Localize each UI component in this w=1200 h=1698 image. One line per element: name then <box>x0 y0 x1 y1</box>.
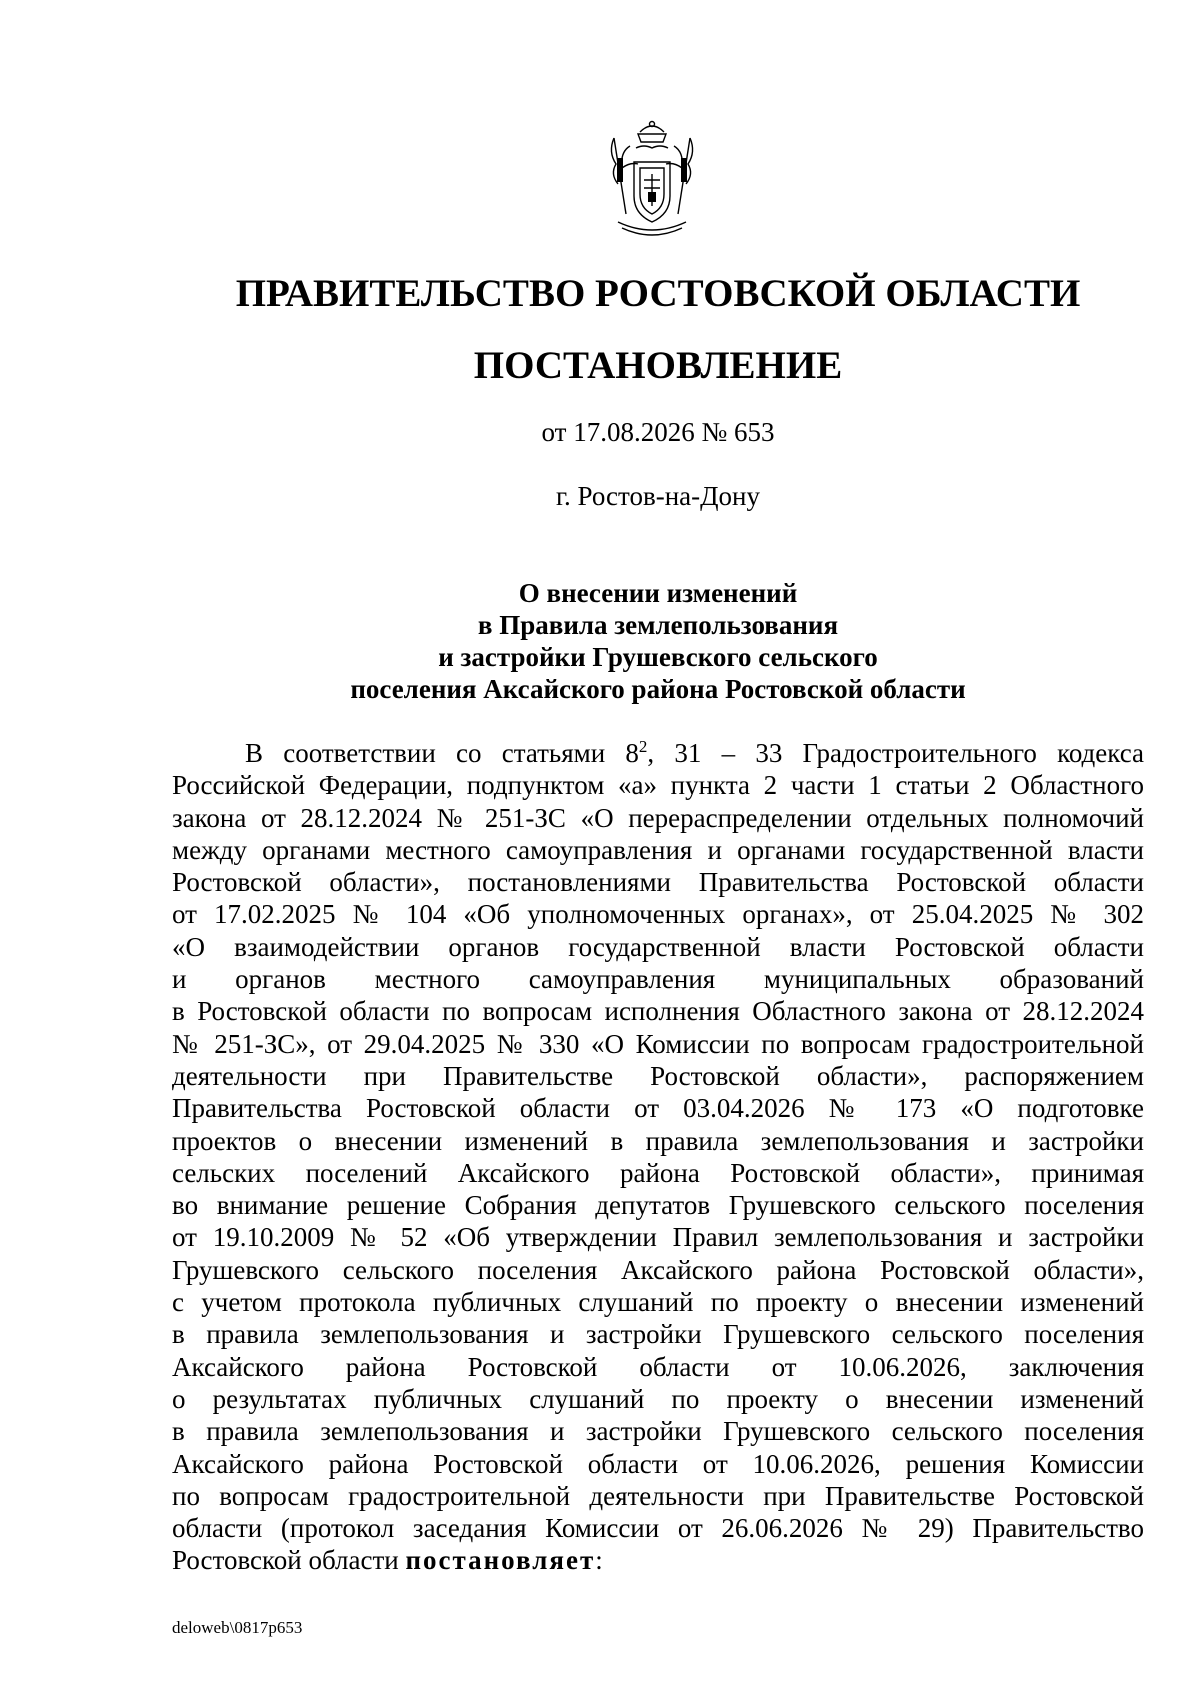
preamble-line: от 17.02.2025 № 104 «Об уполномоченных органах», от 25.04.2025 № 302 <box>172 899 1144 930</box>
preamble-line: «О взаимодействии органов государственной власти Ростовской области <box>172 931 1144 962</box>
preamble-line: от 19.10.2009 № 52 «Об утверждении Правил землепользования и застройки <box>172 1222 1144 1253</box>
preamble-line: в правила землепользования и застройки Грушевского сельского поселения <box>172 1416 1144 1447</box>
preamble-line: во внимание решение Собрания депутатов Грушевского сельского поселения <box>172 1190 1144 1221</box>
decree-word: постановляет <box>405 1545 596 1576</box>
preamble-line: с учетом протокола публичных слушаний по проекту о внесении изменений <box>172 1287 1144 1318</box>
preamble-line: о результатах публичных слушаний по проекту о внесении изменений <box>172 1383 1144 1414</box>
preamble-line: по вопросам градостроительной деятельности при Правительстве Ростовской <box>172 1480 1144 1511</box>
preamble-line: Грушевского сельского поселения Аксайского района Ростовской области», <box>172 1254 1144 1285</box>
preamble-line: сельских поселений Аксайского района Ростовской области», принимая <box>172 1157 1144 1188</box>
preamble-line: закона от 28.12.2024 № 251-ЗС «О перераспределении отдельных полномочий <box>172 802 1144 833</box>
organization-title: ПРАВИТЕЛЬСТВО РОСТОВСКОЙ ОБЛАСТИ <box>235 272 1081 315</box>
preamble-line: области (протокол заседания Комиссии от 26.06.2026 № 29) Правительство <box>172 1513 1144 1544</box>
preamble-line: Аксайского района Ростовской области от 10.06.2026, решения Комиссии <box>172 1448 1144 1479</box>
subject-line: поселения Аксайского района Ростовской области <box>350 674 966 704</box>
preamble-line: Ростовской области», постановлениями Правительства Ростовской области <box>172 867 1144 898</box>
document-type-title: ПОСТАНОВЛЕНИЕ <box>473 344 843 387</box>
preamble-line: деятельности при Правительстве Ростовской области», распоряжением <box>172 1060 1144 1091</box>
subject-line: и застройки Грушевского сельского <box>438 642 878 672</box>
subject-line: в Правила землепользования <box>477 610 839 640</box>
preamble-line <box>172 1544 1144 1576</box>
preamble-text: , 31 – 33 Градостроительного кодекса <box>647 738 1145 768</box>
preamble-line <box>172 737 1144 769</box>
preamble-line: Правительства Ростовской области от 03.04.2026 № 173 «О подготовке <box>172 1093 1144 1124</box>
article-superscript: 2 <box>638 737 648 756</box>
preamble-line: № 251-ЗС», от 29.04.2025 № 330 «О Комиссии по вопросам градостроительной <box>172 1028 1144 1059</box>
preamble-line: между органами местного самоуправления и органами государственной власти <box>172 834 1144 865</box>
preamble-text: В соответствии со статьями 8 <box>245 738 639 768</box>
document-date-number: от 17.08.2026 № 653 <box>541 417 775 447</box>
document-registry-code: deloweb\0817p653 <box>172 1618 303 1637</box>
preamble-line: в Ростовской области по вопросам исполнения Областного закона от 28.12.2024 <box>172 996 1144 1027</box>
subject-line: О внесении изменений <box>518 578 798 608</box>
preamble-line: Аксайского района Ростовской области от 10.06.2026, заключения <box>172 1351 1144 1382</box>
coat-of-arms-icon <box>600 118 704 240</box>
preamble-text: : <box>595 1545 603 1576</box>
preamble-paragraph <box>172 737 1144 1577</box>
document-city: г. Ростов-на-Дону <box>555 481 760 511</box>
preamble-line: Российской Федерации, подпунктом «а» пункта 2 части 1 статьи 2 Областного <box>172 770 1144 801</box>
document-subject <box>0 577 1200 705</box>
preamble-line: в правила землепользования и застройки Грушевского сельского поселения <box>172 1319 1144 1350</box>
preamble-line: проектов о внесении изменений в правила землепользования и застройки <box>172 1125 1144 1156</box>
preamble-text: Ростовской области <box>172 1545 406 1576</box>
preamble-line: и органов местного самоуправления муниципальных образований <box>172 964 1144 995</box>
